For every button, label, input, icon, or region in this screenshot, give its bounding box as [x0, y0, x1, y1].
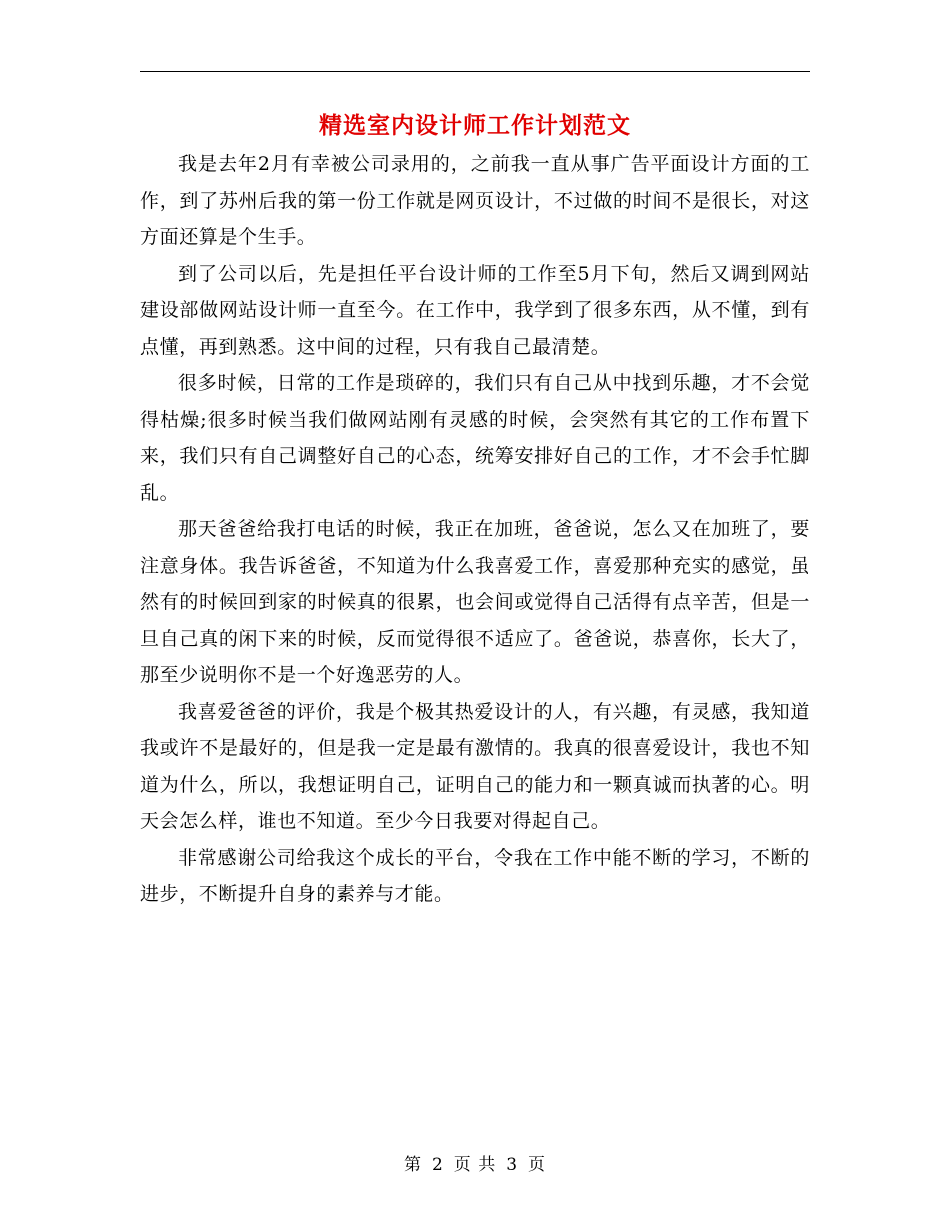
paragraph-3: 很多时候，日常的工作是琐碎的，我们只有自己从中找到乐趣，才不会觉得枯燥;很多时候当我们做网站刚有灵感的时候，会突然有其它的工作布置下来，我们只有自己调整好自己的心态，统筹安排好自己的工作，才不会手忙脚乱。 [140, 372, 810, 504]
current-page-number: 2 [431, 1155, 444, 1175]
document-title: 精选室内设计师工作计划范文 [319, 112, 631, 139]
paragraph-5: 我喜爱爸爸的评价，我是个极其热爱设计的人，有兴趣，有灵感，我知道我或许不是最好的，但是我一定是最有激情的。我真的很喜爱设计，我也不知道为什么，所以，我想证明自己，证明自己的能力和一颗真诚而执著的心。明天会怎么样，谁也不知道。至少今日我要对得起自己。 [140, 700, 810, 832]
total-pages-number: 3 [506, 1155, 519, 1175]
paragraph-4: 那天爸爸给我打电话的时候，我正在加班，爸爸说，怎么又在加班了，要注意身体。我告诉爸爸，不知道为什么我喜爱工作，喜爱那种充实的感觉，虽然有的时候回到家的时候真的很累，也会间或觉得自己活得有点辛苦，但是一旦自己真的闲下来的时候，反而觉得很不适应了。爸爸说，恭喜你，长大了，那至少说明你不是一个好逸恶劳的人。 [140, 518, 810, 686]
page-prefix: 第 [403, 1155, 422, 1175]
document-body [140, 146, 810, 913]
page-footer [0, 1152, 950, 1178]
header-rule [140, 71, 810, 72]
paragraph-6: 非常感谢公司给我这个成长的平台，令我在工作中能不断的学习，不断的进步，不断提升自身的素养与才能。 [140, 846, 810, 905]
page-mid: 页 共 [453, 1155, 497, 1175]
paragraph-2: 到了公司以后，先是担任平台设计师的工作至5月下旬，然后又调到网站建设部做网站设计师一直至今。在工作中，我学到了很多东西，从不懂，到有点懂，再到熟悉。这中间的过程，只有我自己最清楚。 [140, 262, 810, 358]
page-suffix: 页 [528, 1155, 547, 1175]
paragraph-1: 我是去年2月有幸被公司录用的，之前我一直从事广告平面设计方面的工作，到了苏州后我的第一份工作就是网页设计，不过做的时间不是很长，对这方面还算是个生手。 [140, 153, 810, 248]
